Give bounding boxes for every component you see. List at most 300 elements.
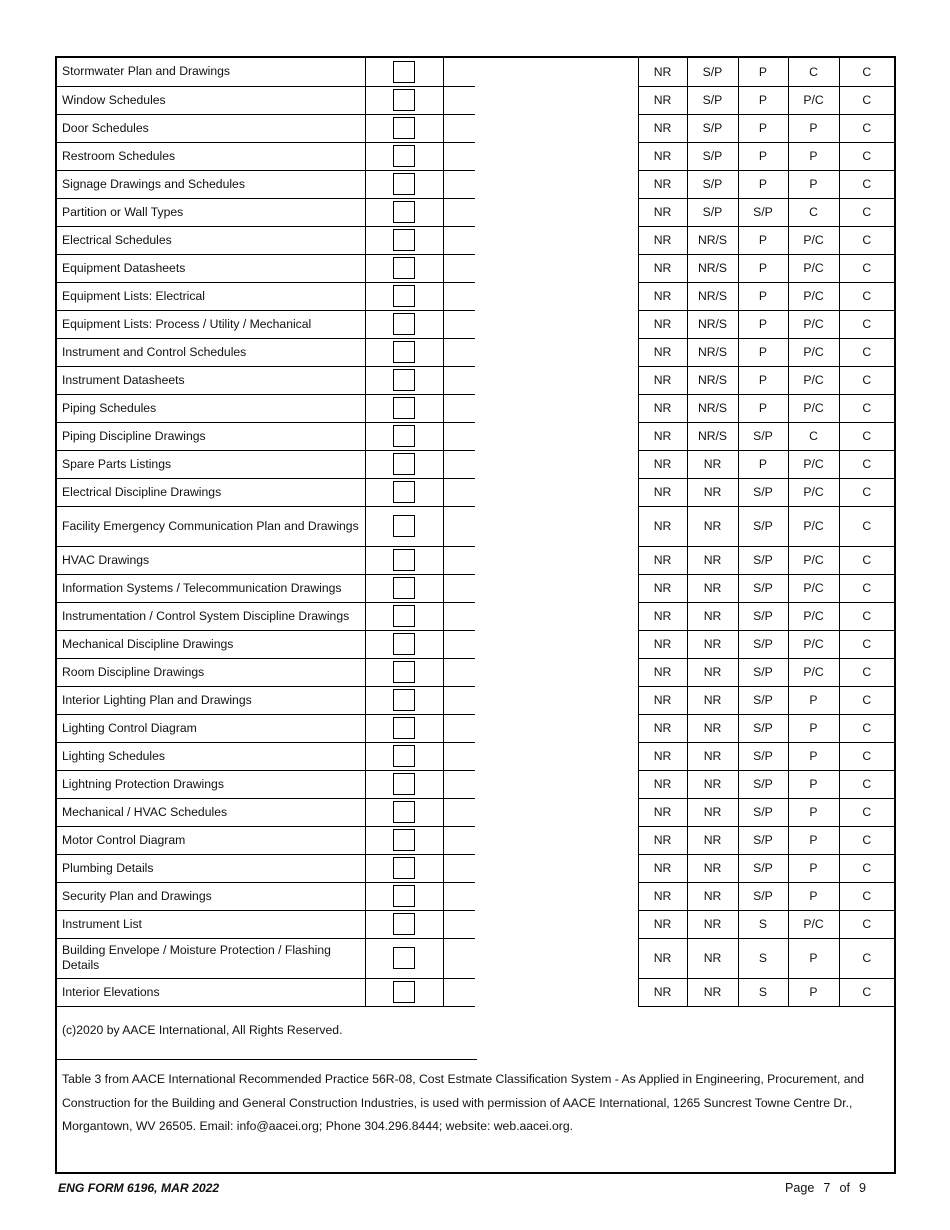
class3-value: P <box>738 142 788 170</box>
spacer-cell <box>475 854 638 882</box>
class3-value: S/P <box>738 826 788 854</box>
class3-value: S/P <box>738 882 788 910</box>
class5-value: NR <box>638 422 687 450</box>
class4-value: S/P <box>687 170 738 198</box>
class4-value: NR <box>687 826 738 854</box>
class2-value: P/C <box>788 394 839 422</box>
deliverable-checkbox[interactable] <box>393 397 415 419</box>
table-row <box>57 394 894 422</box>
class4-value: S/P <box>687 198 738 226</box>
notes-cell[interactable] <box>443 658 475 686</box>
spacer-cell <box>475 798 638 826</box>
notes-cell[interactable] <box>443 826 475 854</box>
deliverable-checkbox[interactable] <box>393 689 415 711</box>
spacer-cell <box>475 630 638 658</box>
class5-value: NR <box>638 114 687 142</box>
page-indicator <box>785 1181 875 1195</box>
deliverable-name: Interior Elevations <box>57 978 365 1006</box>
deliverable-checkbox[interactable] <box>393 549 415 571</box>
class1-value: C <box>839 602 894 630</box>
deliverable-checkbox[interactable] <box>393 201 415 223</box>
class3-value: S/P <box>738 602 788 630</box>
deliverable-name: Plumbing Details <box>57 854 365 882</box>
class1-value: C <box>839 686 894 714</box>
notes-cell[interactable] <box>443 198 475 226</box>
class4-value: NR <box>687 658 738 686</box>
notes-cell[interactable] <box>443 254 475 282</box>
checkbox-cell <box>365 282 443 310</box>
spacer-cell <box>475 714 638 742</box>
class1-value: C <box>839 714 894 742</box>
checkbox-cell <box>365 366 443 394</box>
class5-value: NR <box>638 714 687 742</box>
deliverable-checkbox[interactable] <box>393 341 415 363</box>
class3-value: P <box>738 170 788 198</box>
checkbox-cell <box>365 450 443 478</box>
deliverable-checkbox[interactable] <box>393 947 415 969</box>
class5-value: NR <box>638 910 687 938</box>
class3-value: S/P <box>738 630 788 658</box>
class1-value: C <box>839 86 894 114</box>
class2-value: P/C <box>788 546 839 574</box>
class1-value: C <box>839 58 894 86</box>
class5-value: NR <box>638 58 687 86</box>
notes-cell[interactable] <box>443 282 475 310</box>
deliverable-name: Motor Control Diagram <box>57 826 365 854</box>
spacer-cell <box>475 602 638 630</box>
deliverable-name: Electrical Schedules <box>57 226 365 254</box>
deliverable-checkbox[interactable] <box>393 425 415 447</box>
deliverable-checkbox[interactable] <box>393 801 415 823</box>
class1-value: C <box>839 854 894 882</box>
deliverable-checkbox[interactable] <box>393 605 415 627</box>
deliverable-checkbox[interactable] <box>393 285 415 307</box>
class5-value: NR <box>638 282 687 310</box>
class2-value: P/C <box>788 282 839 310</box>
table-row <box>57 114 894 142</box>
notes-cell[interactable] <box>443 114 475 142</box>
class1-value: C <box>839 938 894 978</box>
checkbox-cell <box>365 226 443 254</box>
class1-value: C <box>839 978 894 1006</box>
checkbox-cell <box>365 658 443 686</box>
class4-value: S/P <box>687 142 738 170</box>
class2-value: P/C <box>788 478 839 506</box>
deliverable-name: Stormwater Plan and Drawings <box>57 58 365 86</box>
spacer-cell <box>475 978 638 1006</box>
spacer-cell <box>475 310 638 338</box>
notes-cell[interactable] <box>443 478 475 506</box>
table-row <box>57 170 894 198</box>
spacer-cell <box>475 826 638 854</box>
notes-cell[interactable] <box>443 770 475 798</box>
class5-value: NR <box>638 826 687 854</box>
checkbox-cell <box>365 978 443 1006</box>
class1-value: C <box>839 478 894 506</box>
deliverable-name: Information Systems / Telecommunication Drawings <box>57 574 365 602</box>
class4-value: NR <box>687 506 738 546</box>
deliverable-checkbox[interactable] <box>393 577 415 599</box>
spacer-cell <box>475 114 638 142</box>
checkbox-cell <box>365 198 443 226</box>
notes-cell[interactable] <box>443 742 475 770</box>
checkbox-cell <box>365 478 443 506</box>
class1-value: C <box>839 826 894 854</box>
class4-value: S/P <box>687 58 738 86</box>
checkbox-cell <box>365 602 443 630</box>
table-row <box>57 226 894 254</box>
class5-value: NR <box>638 546 687 574</box>
deliverable-checkbox[interactable] <box>393 145 415 167</box>
class2-value: P <box>788 770 839 798</box>
class5-value: NR <box>638 366 687 394</box>
deliverable-name: Spare Parts Listings <box>57 450 365 478</box>
class5-value: NR <box>638 574 687 602</box>
deliverable-name: Equipment Lists: Process / Utility / Mechanical <box>57 310 365 338</box>
class4-value: NR/S <box>687 422 738 450</box>
table-row <box>57 282 894 310</box>
spacer-cell <box>475 546 638 574</box>
deliverable-name: Security Plan and Drawings <box>57 882 365 910</box>
deliverable-checkbox[interactable] <box>393 857 415 879</box>
class5-value: NR <box>638 658 687 686</box>
table-row <box>57 854 894 882</box>
notes-cell[interactable] <box>443 978 475 1006</box>
class4-value: NR <box>687 798 738 826</box>
class4-value: NR <box>687 602 738 630</box>
class1-value: C <box>839 142 894 170</box>
deliverable-name: Instrument Datasheets <box>57 366 365 394</box>
class2-value: P/C <box>788 910 839 938</box>
deliverable-name: Equipment Lists: Electrical <box>57 282 365 310</box>
checkbox-cell <box>365 310 443 338</box>
page-total: 9 <box>858 1181 866 1195</box>
class2-value: P <box>788 142 839 170</box>
spacer-cell <box>475 910 638 938</box>
deliverable-name: Piping Discipline Drawings <box>57 422 365 450</box>
deliverable-checkbox[interactable] <box>393 717 415 739</box>
class2-value: P <box>788 978 839 1006</box>
class3-value: S/P <box>738 422 788 450</box>
class4-value: NR <box>687 714 738 742</box>
deliverable-name: Equipment Datasheets <box>57 254 365 282</box>
deliverable-checkbox[interactable] <box>393 981 415 1003</box>
deliverable-name: Facility Emergency Communication Plan and Drawings <box>57 506 365 546</box>
notes-cell[interactable] <box>443 882 475 910</box>
class5-value: NR <box>638 394 687 422</box>
deliverable-checkbox[interactable] <box>393 369 415 391</box>
class2-value: P/C <box>788 630 839 658</box>
notes-cell[interactable] <box>443 630 475 658</box>
notes-cell[interactable] <box>443 506 475 546</box>
notes-cell[interactable] <box>443 938 475 978</box>
class5-value: NR <box>638 854 687 882</box>
class2-value: P <box>788 686 839 714</box>
deliverable-checkbox[interactable] <box>393 453 415 475</box>
class5-value: NR <box>638 602 687 630</box>
notes-cell[interactable] <box>443 142 475 170</box>
class1-value: C <box>839 546 894 574</box>
deliverable-name: Mechanical / HVAC Schedules <box>57 798 365 826</box>
deliverable-name: Door Schedules <box>57 114 365 142</box>
notes-cell[interactable] <box>443 714 475 742</box>
deliverable-checkbox[interactable] <box>393 913 415 935</box>
class5-value: NR <box>638 86 687 114</box>
deliverable-checkbox[interactable] <box>393 257 415 279</box>
notes-cell[interactable] <box>443 422 475 450</box>
class2-value: P/C <box>788 254 839 282</box>
deliverable-checkbox[interactable] <box>393 885 415 907</box>
class1-value: C <box>839 422 894 450</box>
class4-value: NR <box>687 910 738 938</box>
checkbox-cell <box>365 506 443 546</box>
table-row <box>57 630 894 658</box>
table-row <box>57 546 894 574</box>
table-row <box>57 478 894 506</box>
deliverable-name: Restroom Schedules <box>57 142 365 170</box>
class2-value: C <box>788 58 839 86</box>
class3-value: S/P <box>738 546 788 574</box>
class3-value: S <box>738 938 788 978</box>
checkbox-cell <box>365 742 443 770</box>
checkbox-cell <box>365 910 443 938</box>
page-label: Page <box>785 1181 815 1195</box>
class1-value: C <box>839 742 894 770</box>
class2-value: P <box>788 798 839 826</box>
class4-value: NR <box>687 686 738 714</box>
class1-value: C <box>839 198 894 226</box>
class2-value: C <box>788 422 839 450</box>
deliverable-checkbox[interactable] <box>393 515 415 537</box>
class4-value: S/P <box>687 114 738 142</box>
notes-cell[interactable] <box>443 546 475 574</box>
table-row <box>57 938 894 978</box>
class2-value: P/C <box>788 338 839 366</box>
deliverable-checkbox[interactable] <box>393 633 415 655</box>
class3-value: P <box>738 86 788 114</box>
checkbox-cell <box>365 770 443 798</box>
table-row <box>57 198 894 226</box>
spacer-cell <box>475 686 638 714</box>
class4-value: NR <box>687 574 738 602</box>
table-row <box>57 422 894 450</box>
form-id: ENG FORM 6196, MAR 2022 <box>58 1181 220 1195</box>
deliverable-name: Lighting Schedules <box>57 742 365 770</box>
deliverable-name: HVAC Drawings <box>57 546 365 574</box>
table-row <box>57 658 894 686</box>
class5-value: NR <box>638 310 687 338</box>
class3-value: S/P <box>738 506 788 546</box>
notes-cell[interactable] <box>443 798 475 826</box>
table-row <box>57 574 894 602</box>
class4-value: NR <box>687 546 738 574</box>
table-row <box>57 366 894 394</box>
class3-value: S/P <box>738 770 788 798</box>
spacer-cell <box>475 422 638 450</box>
class3-value: S <box>738 910 788 938</box>
deliverable-name: Instrumentation / Control System Discipline Drawings <box>57 602 365 630</box>
checkbox-cell <box>365 338 443 366</box>
deliverable-checkbox[interactable] <box>393 773 415 795</box>
deliverable-checkbox[interactable] <box>393 661 415 683</box>
deliverable-name: Mechanical Discipline Drawings <box>57 630 365 658</box>
table-row <box>57 978 894 1006</box>
checkbox-cell <box>365 170 443 198</box>
class5-value: NR <box>638 978 687 1006</box>
class3-value: S/P <box>738 798 788 826</box>
permission-credit: Table 3 from AACE International Recommended Practice 56R-08, Cost Estmate Classification System - As Applied in Engineering, Procurement, and Construction for the Building and General Construction Industries, is used with permission of AACE International, 1265 Suncrest Towne Centre Dr., Morgantown, WV 26505. Email: info@aacei.org; Phone 304.296.8444; website: web.aacei.org. <box>62 1072 865 1133</box>
deliverable-checkbox[interactable] <box>393 313 415 335</box>
notes-cell[interactable] <box>443 854 475 882</box>
checkbox-cell <box>365 826 443 854</box>
notes-cell[interactable] <box>443 602 475 630</box>
checkbox-cell <box>365 938 443 978</box>
checkbox-cell <box>365 114 443 142</box>
class4-value: NR <box>687 854 738 882</box>
class4-value: NR/S <box>687 394 738 422</box>
copyright-notice: (c)2020 by AACE International, All Rights Reserved. <box>62 1023 343 1037</box>
of-label: of <box>839 1181 850 1195</box>
deliverable-checkbox[interactable] <box>393 745 415 767</box>
notes-cell[interactable] <box>443 226 475 254</box>
deliverable-name: Room Discipline Drawings <box>57 658 365 686</box>
class3-value: P <box>738 366 788 394</box>
notes-cell[interactable] <box>443 574 475 602</box>
table-row <box>57 86 894 114</box>
table-row <box>57 826 894 854</box>
spacer-cell <box>475 282 638 310</box>
class1-value: C <box>839 170 894 198</box>
table-row <box>57 602 894 630</box>
table-row <box>57 742 894 770</box>
deliverable-name: Electrical Discipline Drawings <box>57 478 365 506</box>
class3-value: S/P <box>738 854 788 882</box>
spacer-cell <box>475 198 638 226</box>
class1-value: C <box>839 282 894 310</box>
class4-value: NR <box>687 450 738 478</box>
notes-cell[interactable] <box>443 910 475 938</box>
class3-value: S/P <box>738 574 788 602</box>
deliverable-checkbox[interactable] <box>393 173 415 195</box>
table-row <box>57 798 894 826</box>
deliverable-name: Lighting Control Diagram <box>57 714 365 742</box>
class3-value: S/P <box>738 198 788 226</box>
deliverable-name: Instrument and Control Schedules <box>57 338 365 366</box>
class1-value: C <box>839 394 894 422</box>
class2-value: P/C <box>788 506 839 546</box>
deliverable-checkbox[interactable] <box>393 61 415 83</box>
class3-value: P <box>738 394 788 422</box>
deliverable-checkbox[interactable] <box>393 89 415 111</box>
class4-value: NR/S <box>687 338 738 366</box>
class5-value: NR <box>638 170 687 198</box>
form-frame <box>55 56 896 1174</box>
spacer-cell <box>475 254 638 282</box>
spacer-cell <box>475 366 638 394</box>
checkbox-cell <box>365 798 443 826</box>
checkbox-cell <box>365 142 443 170</box>
class5-value: NR <box>638 142 687 170</box>
table-row <box>57 686 894 714</box>
table-row <box>57 338 894 366</box>
class2-value: P/C <box>788 310 839 338</box>
class4-value: NR <box>687 978 738 1006</box>
notes-cell[interactable] <box>443 310 475 338</box>
class2-value: P/C <box>788 602 839 630</box>
checkbox-cell <box>365 58 443 86</box>
class5-value: NR <box>638 770 687 798</box>
table-row <box>57 882 894 910</box>
table-row <box>57 58 894 86</box>
checkbox-cell <box>365 686 443 714</box>
deliverable-checkbox[interactable] <box>393 829 415 851</box>
class5-value: NR <box>638 198 687 226</box>
class3-value: P <box>738 450 788 478</box>
class1-value: C <box>839 338 894 366</box>
class2-value: P/C <box>788 86 839 114</box>
class4-value: NR/S <box>687 226 738 254</box>
deliverable-checkbox[interactable] <box>393 117 415 139</box>
class5-value: NR <box>638 742 687 770</box>
class4-value: NR <box>687 742 738 770</box>
page-number: 7 <box>823 1181 831 1195</box>
class3-value: P <box>738 310 788 338</box>
class5-value: NR <box>638 506 687 546</box>
notes-cell[interactable] <box>443 450 475 478</box>
deliverable-name: Piping Schedules <box>57 394 365 422</box>
class3-value: S/P <box>738 742 788 770</box>
notes-cell[interactable] <box>443 366 475 394</box>
spacer-cell <box>475 338 638 366</box>
class2-value: P <box>788 714 839 742</box>
notes-cell[interactable] <box>443 58 475 86</box>
class2-value: P <box>788 938 839 978</box>
checkbox-cell <box>365 630 443 658</box>
class3-value: S/P <box>738 658 788 686</box>
checkbox-cell <box>365 422 443 450</box>
deliverable-name: Building Envelope / Moisture Protection / Flashing Details <box>57 938 365 978</box>
table-row <box>57 254 894 282</box>
class4-value: NR <box>687 770 738 798</box>
checkbox-cell <box>365 394 443 422</box>
notes-cell[interactable] <box>443 170 475 198</box>
class3-value: P <box>738 114 788 142</box>
class1-value: C <box>839 114 894 142</box>
notes-cell[interactable] <box>443 338 475 366</box>
deliverable-name: Interior Lighting Plan and Drawings <box>57 686 365 714</box>
class1-value: C <box>839 366 894 394</box>
table-body <box>57 58 894 1006</box>
notes-cell[interactable] <box>443 686 475 714</box>
deliverable-checkbox[interactable] <box>393 481 415 503</box>
class2-value: P/C <box>788 226 839 254</box>
checkbox-cell <box>365 254 443 282</box>
notes-cell[interactable] <box>443 394 475 422</box>
notes-cell[interactable] <box>443 86 475 114</box>
divider <box>57 1059 477 1060</box>
deliverable-checkbox[interactable] <box>393 229 415 251</box>
class1-value: C <box>839 506 894 546</box>
class5-value: NR <box>638 478 687 506</box>
class4-value: NR/S <box>687 366 738 394</box>
class4-value: NR/S <box>687 310 738 338</box>
class4-value: NR <box>687 882 738 910</box>
deliverable-name: Lightning Protection Drawings <box>57 770 365 798</box>
class3-value: S <box>738 978 788 1006</box>
class1-value: C <box>839 226 894 254</box>
spacer-cell <box>475 882 638 910</box>
class5-value: NR <box>638 686 687 714</box>
